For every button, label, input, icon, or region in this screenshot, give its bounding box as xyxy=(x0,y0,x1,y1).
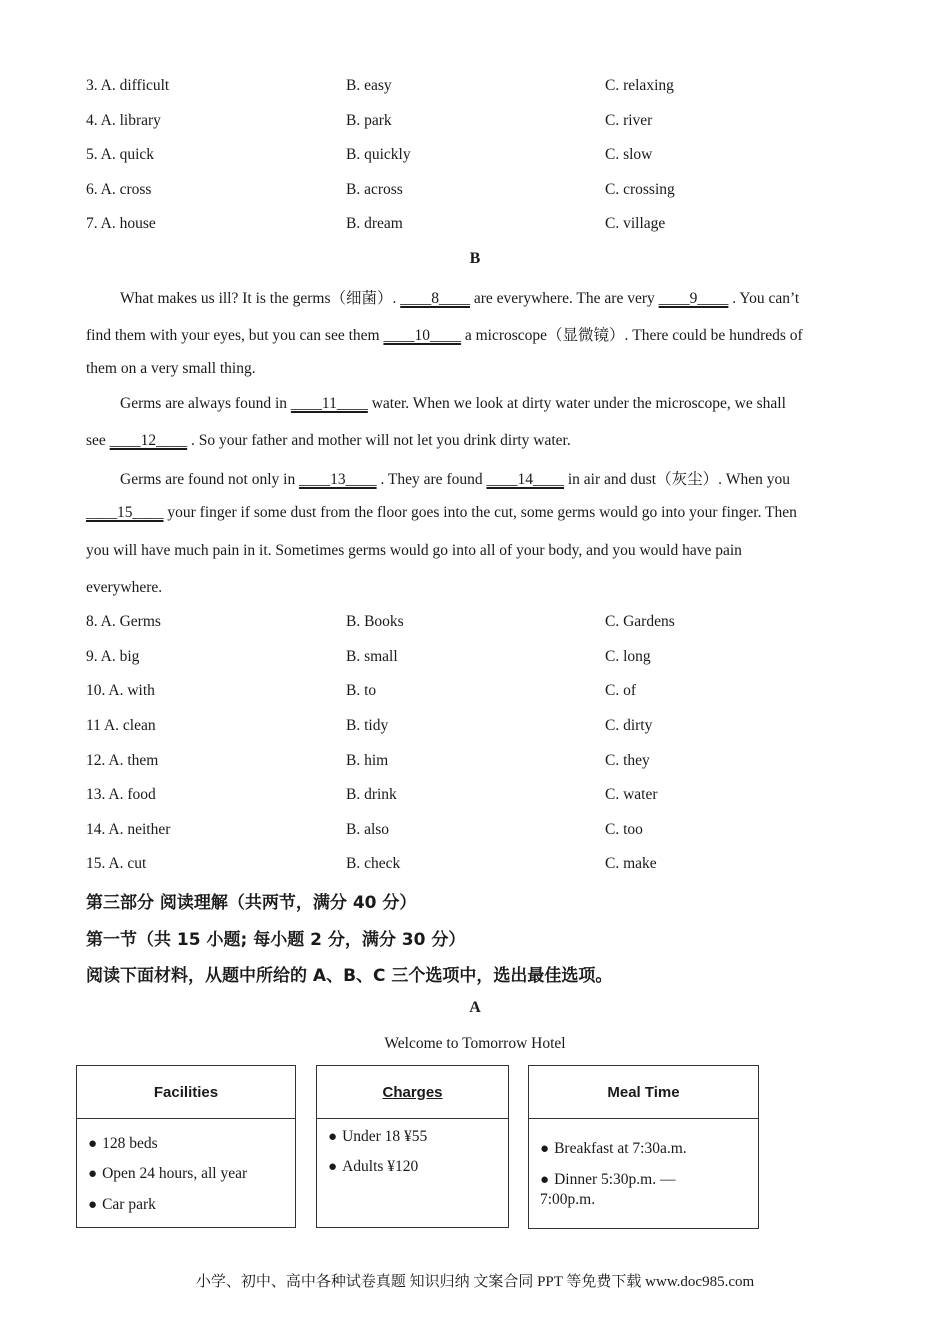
meal-time-box xyxy=(528,1065,759,1229)
hotel-title: Welcome to Tomorrow Hotel xyxy=(384,1035,566,1052)
option-a: 5. A. quick xyxy=(86,146,155,163)
option-c: C. Gardens xyxy=(605,613,675,630)
item-text: 128 beds xyxy=(102,1135,158,1152)
passage-text: see xyxy=(86,432,110,449)
bullet-icon: ● xyxy=(328,1129,338,1145)
blank-14: ____14____ xyxy=(486,471,564,488)
passage-line xyxy=(86,360,876,378)
blank-8: ____8____ xyxy=(400,290,470,307)
charges-header-text: Charges xyxy=(382,1083,443,1101)
option-b: B. check xyxy=(346,855,401,872)
option-row xyxy=(86,181,886,203)
passage-text: your finger if some dust from the floor goes into the cut, some germs would go into your finger. Then xyxy=(163,504,797,521)
item-text: Under 18 ¥55 xyxy=(342,1128,428,1145)
passage-text: water. When we look at dirty water under the microscope, we shall xyxy=(367,395,786,412)
option-a: 11 A. clean xyxy=(86,717,156,734)
section-a-heading: A xyxy=(469,999,481,1016)
option-row xyxy=(86,855,886,877)
option-row xyxy=(86,613,886,635)
bullet-icon: ● xyxy=(88,1197,98,1213)
passage-text: them on a very small thing. xyxy=(86,360,256,377)
blank-10: ____10____ xyxy=(383,327,461,344)
option-a: 10. A. with xyxy=(86,682,155,699)
option-a: 12. A. them xyxy=(86,752,159,769)
option-b: B. small xyxy=(346,648,398,665)
option-b: B. him xyxy=(346,752,389,769)
section-b-heading: B xyxy=(469,250,481,267)
option-a: 9. A. big xyxy=(86,648,140,665)
passage-line xyxy=(86,504,876,522)
blank-15: ____15____ xyxy=(86,504,164,521)
bullet-icon: ● xyxy=(540,1172,550,1188)
option-b: B. dream xyxy=(346,215,403,232)
option-a: 4. A. library xyxy=(86,112,161,129)
option-row xyxy=(86,77,886,99)
option-row xyxy=(86,752,886,774)
list-item xyxy=(328,1128,427,1146)
section1-title: 第一节（共 15 小题; 每小题 2 分，满分 30 分） xyxy=(86,930,466,950)
passage-line xyxy=(86,432,876,450)
charges-header xyxy=(317,1066,508,1119)
blank-11: ____11____ xyxy=(290,395,368,412)
charges-box xyxy=(316,1065,509,1228)
option-b: B. to xyxy=(346,682,377,699)
option-c: C. crossing xyxy=(605,181,675,198)
option-a: 8. A. Germs xyxy=(86,613,161,630)
option-row xyxy=(86,112,886,134)
list-item xyxy=(540,1171,675,1189)
passage-line xyxy=(86,323,876,345)
meal-time-header: Meal Time xyxy=(529,1066,758,1119)
option-b: B. park xyxy=(346,112,392,129)
instruction: 阅读下面材料，从题中所给的 A、B、C 三个选项中，选出最佳选项。 xyxy=(86,966,613,986)
passage-text: find them with your eyes, but you can see them xyxy=(86,327,384,344)
option-a: 15. A. cut xyxy=(86,855,147,872)
passage-line xyxy=(120,467,910,489)
option-c: C. make xyxy=(605,855,657,872)
passage-text: . So your father and mother will not let you drink dirty water. xyxy=(187,432,571,449)
bullet-icon: ● xyxy=(540,1141,550,1157)
option-a: 7. A. house xyxy=(86,215,156,232)
bullet-icon: ● xyxy=(88,1166,98,1182)
option-c: C. water xyxy=(605,786,658,803)
blank-13: ____13____ xyxy=(299,471,377,488)
passage-text: . You can’t xyxy=(728,290,800,307)
bullet-icon: ● xyxy=(88,1136,98,1152)
facilities-header: Facilities xyxy=(77,1066,295,1119)
option-c: C. river xyxy=(605,112,653,129)
option-c: C. of xyxy=(605,682,636,699)
option-c: C. relaxing xyxy=(605,77,674,94)
option-c: C. long xyxy=(605,648,651,665)
passage-text: you will have much pain in it. Sometimes germs would go into all of your body, and you would have pain xyxy=(86,542,742,559)
option-a: 13. A. food xyxy=(86,786,156,803)
option-a: 6. A. cross xyxy=(86,181,152,198)
option-b: B. also xyxy=(346,821,390,838)
list-item-continued: 7:00p.m. xyxy=(540,1191,596,1208)
option-c: C. too xyxy=(605,821,643,838)
option-row xyxy=(86,146,886,168)
item-text: Breakfast at 7:30a.m. xyxy=(554,1140,687,1157)
passage-line xyxy=(86,579,876,597)
option-row xyxy=(86,648,886,670)
bullet-icon: ● xyxy=(328,1159,338,1175)
passage-line xyxy=(120,286,910,308)
passage-text: What makes us ill? It is the germs（细菌）. xyxy=(120,290,401,307)
list-item xyxy=(88,1196,156,1214)
footer: 小学、初中、高中各种试卷真题 知识归纳 文案合同 PPT 等免费下载 www.doc985.com xyxy=(195,1274,755,1290)
list-item xyxy=(328,1158,418,1176)
list-item xyxy=(88,1165,247,1183)
option-b: B. Books xyxy=(346,613,404,630)
passage-text: Germs are always found in xyxy=(120,395,291,412)
option-c: C. village xyxy=(605,215,666,232)
blank-12: ____12____ xyxy=(109,432,188,449)
passage-text: Germs are found not only in xyxy=(120,471,300,488)
passage-text: everywhere. xyxy=(86,579,163,596)
option-a: 3. A. difficult xyxy=(86,77,170,94)
blank-9: ____9____ xyxy=(658,290,729,307)
option-b: B. across xyxy=(346,181,403,198)
item-text: Open 24 hours, all year xyxy=(102,1165,248,1182)
option-row xyxy=(86,717,886,739)
list-item xyxy=(88,1135,158,1153)
option-b: B. drink xyxy=(346,786,397,803)
passage-line xyxy=(86,542,876,560)
passage-text: are everywhere. The are very xyxy=(470,290,659,307)
option-c: C. they xyxy=(605,752,650,769)
passage-text: in air and dust（灰尘）. When you xyxy=(563,471,790,488)
passage-text: a microscope（显微镜）. There could be hundreds of xyxy=(460,327,803,344)
option-row xyxy=(86,786,886,808)
option-row xyxy=(86,215,886,237)
option-b: B. tidy xyxy=(346,717,389,734)
option-row xyxy=(86,682,886,704)
item-text: Dinner 5:30p.m. — xyxy=(554,1171,676,1188)
item-text: Adults ¥120 xyxy=(342,1158,419,1175)
option-c: C. dirty xyxy=(605,717,653,734)
option-row xyxy=(86,821,886,843)
list-item xyxy=(540,1140,687,1158)
option-b: B. easy xyxy=(346,77,392,94)
part3-title: 第三部分 阅读理解（共两节，满分 40 分） xyxy=(86,893,417,913)
option-c: C. slow xyxy=(605,146,653,163)
option-b: B. quickly xyxy=(346,146,411,163)
passage-line xyxy=(120,395,910,413)
item-text: Car park xyxy=(102,1196,156,1213)
passage-text: . They are found xyxy=(376,471,487,488)
facilities-box xyxy=(76,1065,296,1228)
option-a: 14. A. neither xyxy=(86,821,171,838)
